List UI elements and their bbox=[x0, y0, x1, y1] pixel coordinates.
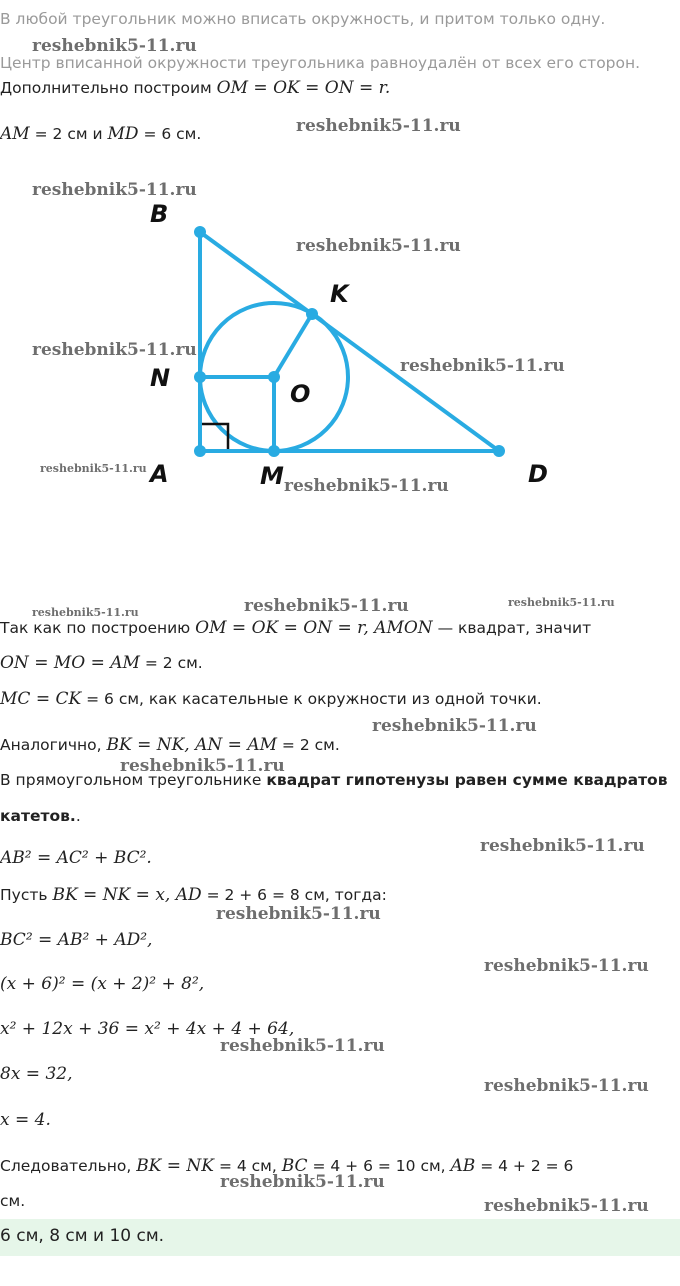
right-angle-mark bbox=[202, 424, 228, 449]
intro-line-2: Центр вписанной окружности треугольника равноудалён от всех его сторон. bbox=[0, 54, 641, 72]
s8-m2: BC bbox=[281, 1156, 308, 1176]
watermark: reshebnik5-11.ru bbox=[480, 836, 645, 856]
label-d: D bbox=[528, 460, 548, 488]
point-o bbox=[268, 371, 280, 383]
s2-math: ON = MO = AM bbox=[0, 653, 140, 673]
intro-line-3-math: OM = OK = ON = r. bbox=[216, 78, 391, 98]
label-o: O bbox=[290, 380, 311, 408]
side-bd bbox=[200, 232, 499, 451]
watermark: reshebnik5-11.ru bbox=[32, 606, 139, 619]
s4-math: BK = NK, AN = AM bbox=[106, 735, 277, 755]
label-b: B bbox=[150, 200, 169, 228]
label-k: K bbox=[330, 280, 349, 308]
s8-text: Следовательно, bbox=[0, 1157, 137, 1175]
equation-4: x² + 12x + 36 = x² + 4x + 4 + 64, bbox=[0, 1019, 295, 1039]
s7-mid: = 2 + 6 = 8 см, тогда: bbox=[201, 886, 387, 904]
point-b bbox=[194, 226, 206, 238]
s8-t3: = 4 + 2 = 6 bbox=[475, 1157, 574, 1175]
solution-line-9: см. bbox=[0, 1192, 26, 1210]
equation-1: AB² = AC² + BC². bbox=[0, 848, 152, 868]
watermark: reshebnik5-11.ru bbox=[32, 180, 197, 200]
s8-t1: = 4 см, bbox=[214, 1157, 282, 1175]
watermark: reshebnik5-11.ru bbox=[220, 1172, 385, 1192]
equation-3: (x + 6)² = (x + 2)² + 8², bbox=[0, 974, 205, 994]
equation-5: 8x = 32, bbox=[0, 1064, 73, 1084]
s5-bold: квадрат гипотенузы равен сумме квадратов bbox=[266, 771, 668, 789]
s3-math: MC = CK bbox=[0, 689, 82, 709]
watermark: reshebnik5-11.ru bbox=[484, 1076, 649, 1096]
watermark: reshebnik5-11.ru bbox=[216, 904, 381, 924]
intro-line-1: В любой треугольник можно вписать окружность, и притом только одну. bbox=[0, 10, 606, 28]
s2-tail: = 2 см. bbox=[139, 654, 203, 672]
watermark: reshebnik5-11.ru bbox=[40, 462, 147, 475]
solution-line-3 bbox=[0, 688, 542, 710]
watermark: reshebnik5-11.ru bbox=[484, 1196, 649, 1216]
label-a: A bbox=[150, 460, 169, 488]
solution-line-4 bbox=[0, 734, 340, 756]
solution-line-2 bbox=[0, 652, 203, 674]
point-a bbox=[194, 445, 206, 457]
geometry-diagram bbox=[0, 0, 680, 520]
answer-box bbox=[0, 1219, 680, 1256]
s5-text: В прямоугольном треугольнике bbox=[0, 771, 267, 789]
solution-line-1 bbox=[0, 617, 591, 639]
watermark: reshebnik5-11.ru bbox=[120, 756, 285, 776]
s6-tail: . bbox=[75, 807, 81, 825]
radius-ok bbox=[274, 314, 312, 377]
equation-2: BC² = AB² + AD², bbox=[0, 930, 153, 950]
watermark: reshebnik5-11.ru bbox=[32, 36, 197, 56]
intro-line-3-text: Дополнительно построим bbox=[0, 79, 212, 97]
watermark: reshebnik5-11.ru bbox=[220, 1036, 385, 1056]
point-m bbox=[268, 445, 280, 457]
intro-md-text: = 6 см. bbox=[138, 125, 202, 143]
s8-m3: AB bbox=[450, 1156, 476, 1176]
s1-math: OM = OK = ON = r, AMON bbox=[195, 618, 433, 638]
watermark: reshebnik5-11.ru bbox=[244, 596, 409, 616]
watermark: reshebnik5-11.ru bbox=[284, 476, 449, 496]
s8-t2: = 4 + 6 = 10 см, bbox=[307, 1157, 451, 1175]
s4-text: Аналогично, bbox=[0, 736, 107, 754]
s1-tail: — квадрат, значит bbox=[432, 619, 592, 637]
equation-6: x = 4. bbox=[0, 1110, 51, 1130]
point-k bbox=[306, 308, 318, 320]
watermark: reshebnik5-11.ru bbox=[508, 596, 615, 609]
s7-math: BK = NK = x, AD bbox=[52, 885, 202, 905]
watermark: reshebnik5-11.ru bbox=[372, 716, 537, 736]
point-d bbox=[493, 445, 505, 457]
label-n: N bbox=[150, 364, 171, 392]
s8-m1: BK = NK bbox=[136, 1156, 215, 1176]
s3-tail: = 6 см, как касательные к окружности из одной точки. bbox=[81, 690, 542, 708]
solution-line-7 bbox=[0, 884, 387, 906]
watermark: reshebnik5-11.ru bbox=[296, 236, 461, 256]
s1-text: Так как по построению bbox=[0, 619, 191, 637]
intro-md: MD bbox=[107, 124, 139, 144]
solution-line-6 bbox=[0, 805, 81, 827]
solution-line-5 bbox=[0, 769, 668, 791]
watermark: reshebnik5-11.ru bbox=[32, 340, 197, 360]
s4-tail: = 2 см. bbox=[277, 736, 340, 754]
watermark: reshebnik5-11.ru bbox=[400, 356, 565, 376]
point-n bbox=[194, 371, 206, 383]
triangle-figure bbox=[200, 232, 499, 451]
s6-bold: катетов. bbox=[0, 807, 76, 825]
s7-text: Пусть bbox=[0, 886, 53, 904]
label-m: M bbox=[260, 462, 284, 490]
watermark: reshebnik5-11.ru bbox=[484, 956, 649, 976]
intro-am: AM bbox=[0, 124, 30, 144]
watermark: reshebnik5-11.ru bbox=[296, 116, 461, 136]
intro-am-text: = 2 см и bbox=[29, 125, 108, 143]
answer-text: 6 см, 8 см и 10 см. bbox=[0, 1226, 165, 1246]
